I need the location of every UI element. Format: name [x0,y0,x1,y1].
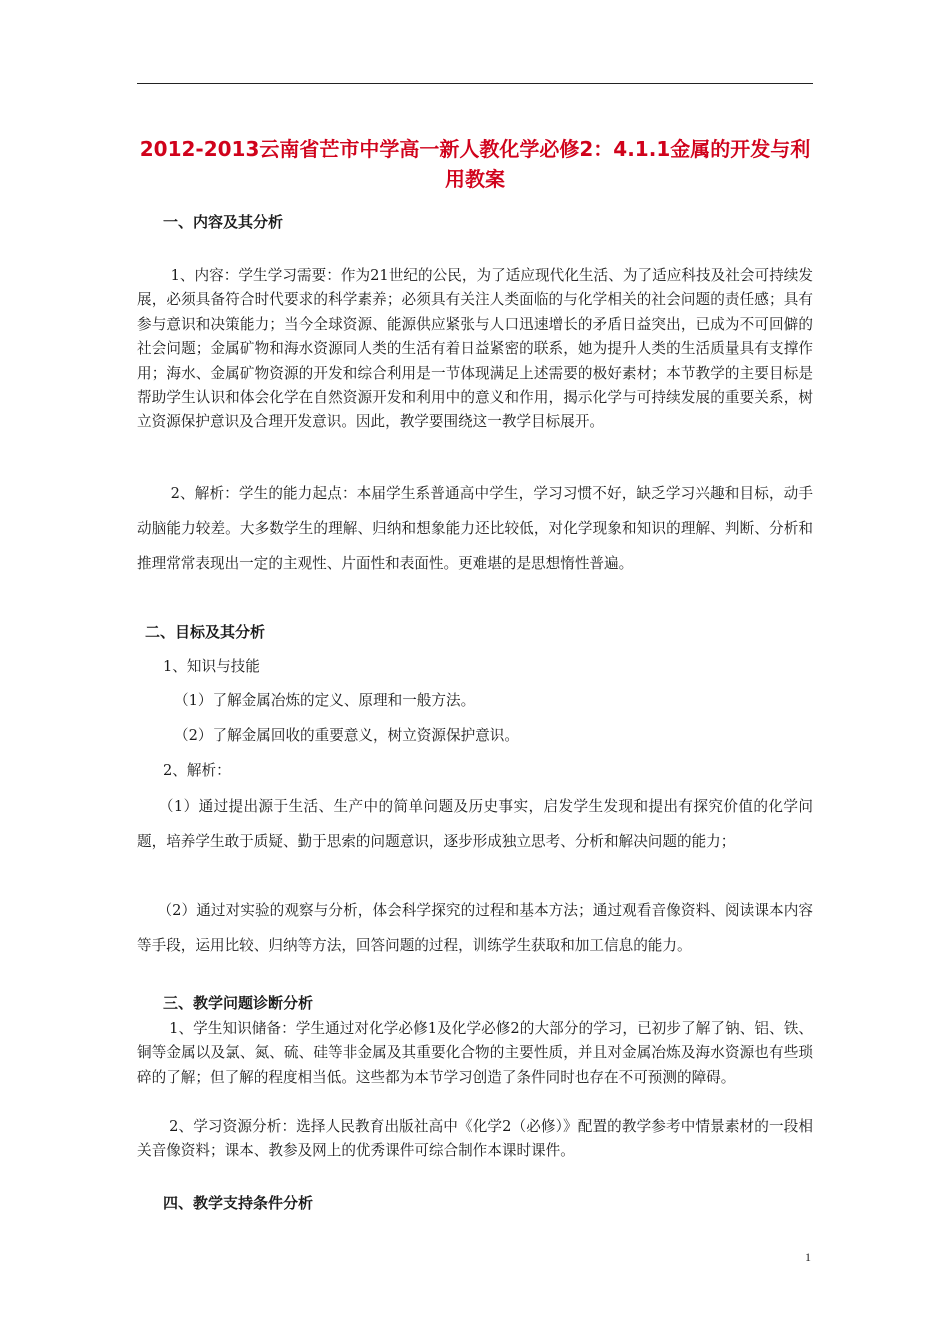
section-2-paragraph-2: （2）通过对实验的观察与分析，体会科学探究的过程和基本方法；通过观看音像资料、阅读课本内容等手段，运用比较、归纳等方法，回答问题的过程，训练学生获取和加工信息的能力。 [137,902,813,954]
section-heading-3: 三、教学问题诊断分析 [163,994,314,1012]
section-1-paragraph-1: 1、内容：学生学习需要：作为21世纪的公民，为了适应现代化生活、为了适应科技及社会可持续发展，必须具备符合时代要求的科学素养；必须具有关注人类面临的与化学相关的社会问题的责任感；具有参与意识和决策能力；当今全球资源、能源供应紧张与人口迅速增长的矛盾日益突出，已成为不可回僻的社会问题；金属矿物和海水资源同人类的生活有着日益紧密的联系，她为提升人类的生活质量具有支撑作用；海水、金属矿物资源的开发和综合利用是一节体现满足上述需要的极好素材；本节教学的主要目标是帮助学生认识和体会化学在自然资源开发和利用中的意义和作用，揭示化学与可持续发展的重要关系，树立资源保护意识及合理开发意识。因此，教学要围绕这一教学目标展开。 [137,267,813,431]
page-number: 1 [805,1250,811,1264]
section-heading-2: 二、目标及其分析 [145,623,266,641]
section-2-paragraph-1: （1）通过提出源于生活、生产中的简单问题及历史事实，启发学生发现和提出有探究价值的化学问题，培养学生敢于质疑、勤于思索的问题意识，逐步形成独立思考、分析和解决问题的能力； [137,798,813,850]
section-2-subheading-1: 1、知识与技能 [163,658,260,675]
document-title: 2012-2013云南省芒市中学高一新人教化学必修2：4.1.1金属的开发与利用教案 [139,137,811,191]
header-rule [137,83,813,84]
section-heading-1: 一、内容及其分析 [163,213,284,231]
section-3-paragraph-2: 2、学习资源分析：选择人民教育出版社高中《化学2（必修）》配置的教学参考中情景素材的一段相关音像资料；课本、教参及网上的优秀课件可综合制作本课时课件。 [137,1118,813,1160]
section-2-item-2: （2）了解金属回收的重要意义，树立资源保护意识。 [174,727,519,744]
section-heading-4: 四、教学支持条件分析 [163,1194,314,1212]
section-3-paragraph-1: 1、学生知识储备：学生通过对化学必修1及化学必修2的大部分的学习，已初步了解了钠、铝、铁、铜等金属以及氯、氮、硫、硅等非金属及其重要化合物的主要性质，并且对金属冶炼及海水资源也有些琐碎的了解；但了解的程度相当低。这些都为本节学习创造了条件同时也存在不可预测的障碍。 [137,1020,813,1086]
section-2-subheading-2: 2、解析： [163,762,231,779]
section-2-item-1: （1）了解金属冶炼的定义、原理和一般方法。 [174,692,476,709]
section-1-paragraph-2: 2、解析：学生的能力起点：本届学生系普通高中学生，学习习惯不好，缺乏学习兴趣和目标，动手动脑能力较差。大多数学生的理解、归纳和想象能力还比较低，对化学现象和知识的理解、判断、分析和推理常常表现出一定的主观性、片面性和表面性。更难堪的是思想惰性普遍。 [137,485,813,572]
